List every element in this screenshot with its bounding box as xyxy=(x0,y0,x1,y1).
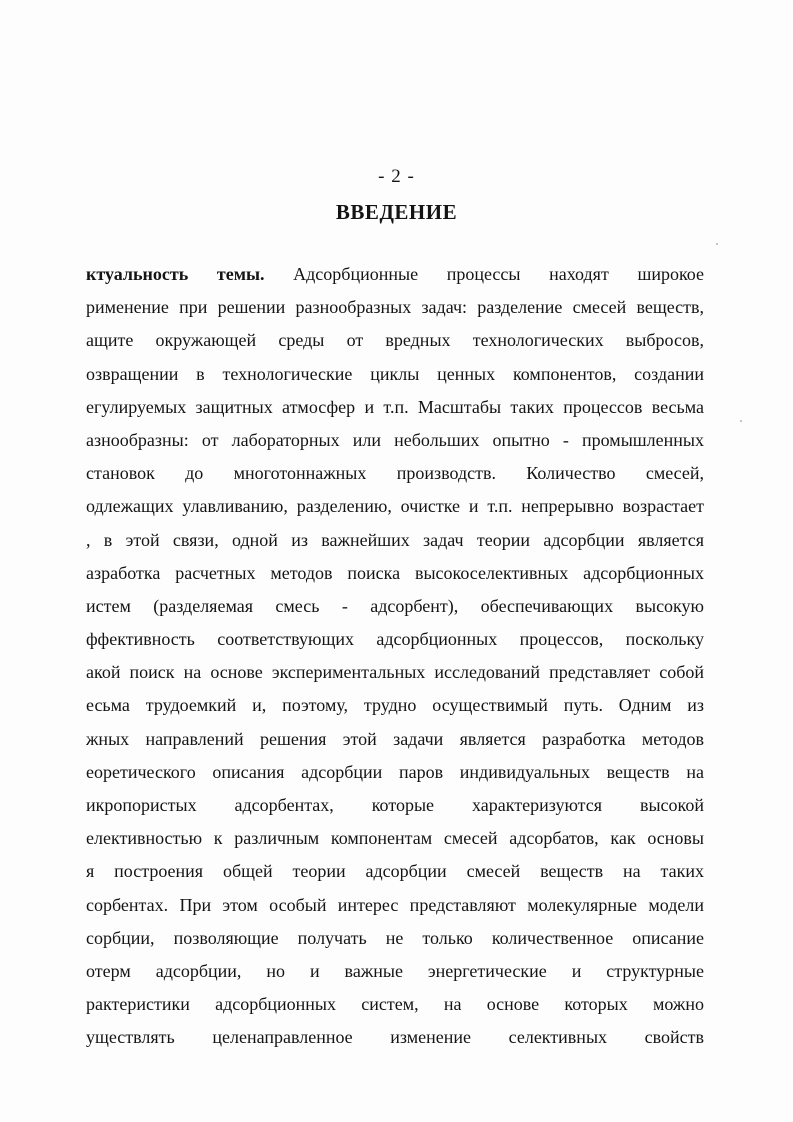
scan-speck xyxy=(716,243,718,245)
text-line: сорбции, позволяющие получать не только количественное описание xyxy=(86,927,704,948)
text-line: егулируемых защитных атмосфер и т.п. Масштабы таких процессов весьма xyxy=(86,396,704,417)
text-line-lead xyxy=(86,258,704,291)
text-line: рактеристики адсорбционных систем, на основе которых можно xyxy=(86,994,704,1015)
text-line: уществлять целенаправленное изменение селективных свойств xyxy=(86,1027,704,1048)
text-line: азработка расчетных методов поиска высокоселективных адсорбционных xyxy=(86,562,704,583)
page-title: ВВЕДЕНИЕ xyxy=(335,200,458,224)
text-line: рименение при решении разнообразных задач: разделение смесей веществ, xyxy=(86,297,704,318)
lead-text: Адсорбционные процессы находят широкое xyxy=(264,264,704,284)
page-number: - 2 - xyxy=(378,166,415,187)
text-line: ффективность соответствующих адсорбционных процессов, поскольку xyxy=(86,629,704,650)
text-line: ащите окружающей среды от вредных технологических выбросов, xyxy=(86,330,704,351)
text-line: икропористых адсорбентах, которые характеризуются высокой xyxy=(86,795,704,815)
text-line: азнообразны: от лабораторных или небольших опытно - промышленных xyxy=(86,429,704,450)
text-line: еоретического описания адсорбции паров индивидуальных веществ на xyxy=(86,761,704,782)
text-line: сорбентах. При этом особый интерес представляют молекулярные модели xyxy=(86,894,704,915)
text-line: есьма трудоемкий и, поэтому, трудно осуществимый путь. Одним из xyxy=(86,695,704,716)
scan-speck xyxy=(740,420,742,422)
text-line: становок до многотоннажных производств. Количество смесей, xyxy=(86,463,704,484)
lead-heading: ктуальность темы. xyxy=(86,264,265,284)
text-line: , в этой связи, одной из важнейших задач теории адсорбции является xyxy=(86,529,704,550)
text-line: жных направлений решения этой задачи является разработка методов xyxy=(86,728,704,749)
text-line: отерм адсорбции, но и важные энергетические и структурные xyxy=(86,960,704,981)
text-line: елективностью к различным компонентам смесей адсорбатов, как основы xyxy=(86,828,704,849)
text-line: акой поиск на основе экспериментальных исследований представляет собой xyxy=(86,662,704,683)
body-text xyxy=(86,258,704,1055)
text-line: одлежащих улавливанию, разделению, очистке и т.п. непрерывно возрастает xyxy=(86,496,704,517)
text-line: озвращении в технологические циклы ценных компонентов, создании xyxy=(86,363,704,384)
text-line: я построения общей теории адсорбции смесей веществ на таких xyxy=(86,861,704,882)
text-line: истем (разделяемая смесь - адсорбент), обеспечивающих высокую xyxy=(86,595,704,616)
